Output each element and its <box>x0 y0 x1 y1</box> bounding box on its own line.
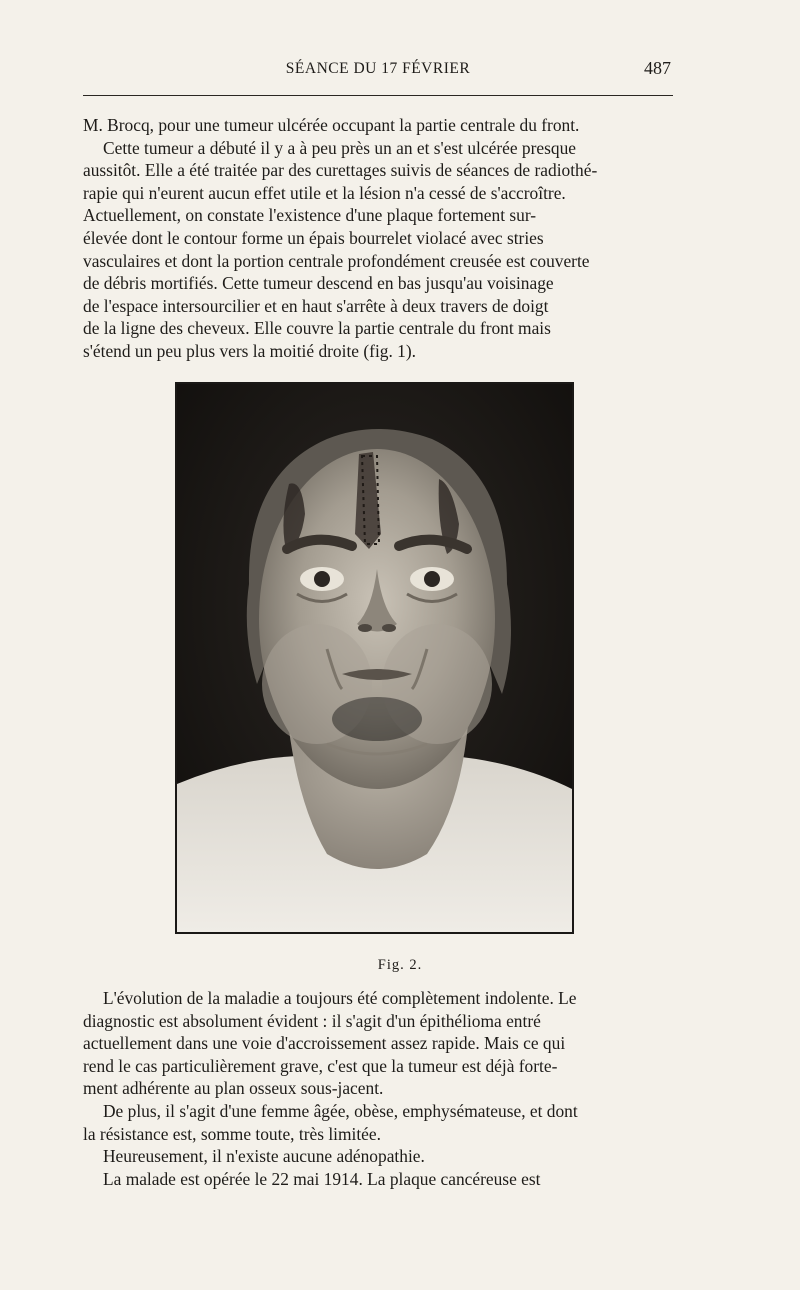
text-line: vasculaires et dont la portion centrale profondément creusée est couverte <box>83 250 590 271</box>
text-line: Actuellement, on constate l'existence d'une plaque fortement sur- <box>83 205 537 226</box>
text-line: s'étend un peu plus vers la moitié droite (fig. 1). <box>83 340 416 361</box>
text-line: L'évolution de la maladie a toujours été complètement indolente. Le <box>103 988 577 1008</box>
text-line: rapie qui n'eurent aucun effet utile et la lésion n'a cessé de s'accroître. <box>83 182 566 203</box>
text-line: la résistance est, somme toute, très limitée. <box>83 1123 381 1144</box>
text-line: de débris mortifiés. Cette tumeur descend en bas jusqu'au voisinage <box>83 273 554 294</box>
page-number: 487 <box>644 58 671 78</box>
figure-caption: Fig. 2. <box>377 957 423 973</box>
paragraph-top <box>83 114 673 363</box>
text-line: actuellement dans une voie d'accroissement assez rapide. Mais ce qui <box>83 1033 566 1054</box>
running-header <box>83 58 673 82</box>
text-line: élevée dont le contour forme un épais bourrelet violacé avec stries <box>83 227 544 248</box>
text-line: De plus, il s'agit d'une femme âgée, obèse, emphysémateuse, et dont <box>103 1100 578 1121</box>
paragraph-bottom <box>83 987 673 1190</box>
text-line: Heureusement, il n'existe aucune adénopathie. <box>103 1146 425 1167</box>
text-line: La malade est opérée le 22 mai 1914. La plaque cancéreuse est <box>103 1168 541 1189</box>
text-line: rend le cas particulièrement grave, c'est que la tumeur est déjà forte- <box>83 1055 558 1076</box>
text-line: aussitôt. Elle a été traitée par des curettages suivis de séances de radiothé- <box>83 160 598 181</box>
text-line: de la ligne des cheveux. Elle couvre la partie centrale du front mais <box>83 318 551 339</box>
running-title: SÉANCE DU 17 FÉVRIER <box>285 60 471 77</box>
text-line: de l'espace intersourcilier et en haut s'arrête à deux travers de doigt <box>83 295 549 316</box>
text-line: M. Brocq, pour une tumeur ulcérée occupant la partie centrale du front. <box>83 115 580 135</box>
text-line: diagnostic est absolument évident : il s'agit d'un épithélioma entré <box>83 1010 541 1031</box>
header-rule <box>83 95 673 96</box>
patient-photograph <box>175 382 574 934</box>
text-line: Cette tumeur a débuté il y a à peu près un an et s'est ulcérée presque <box>103 137 576 158</box>
text-line: ment adhérente au plan osseux sous-jacent. <box>83 1078 384 1099</box>
